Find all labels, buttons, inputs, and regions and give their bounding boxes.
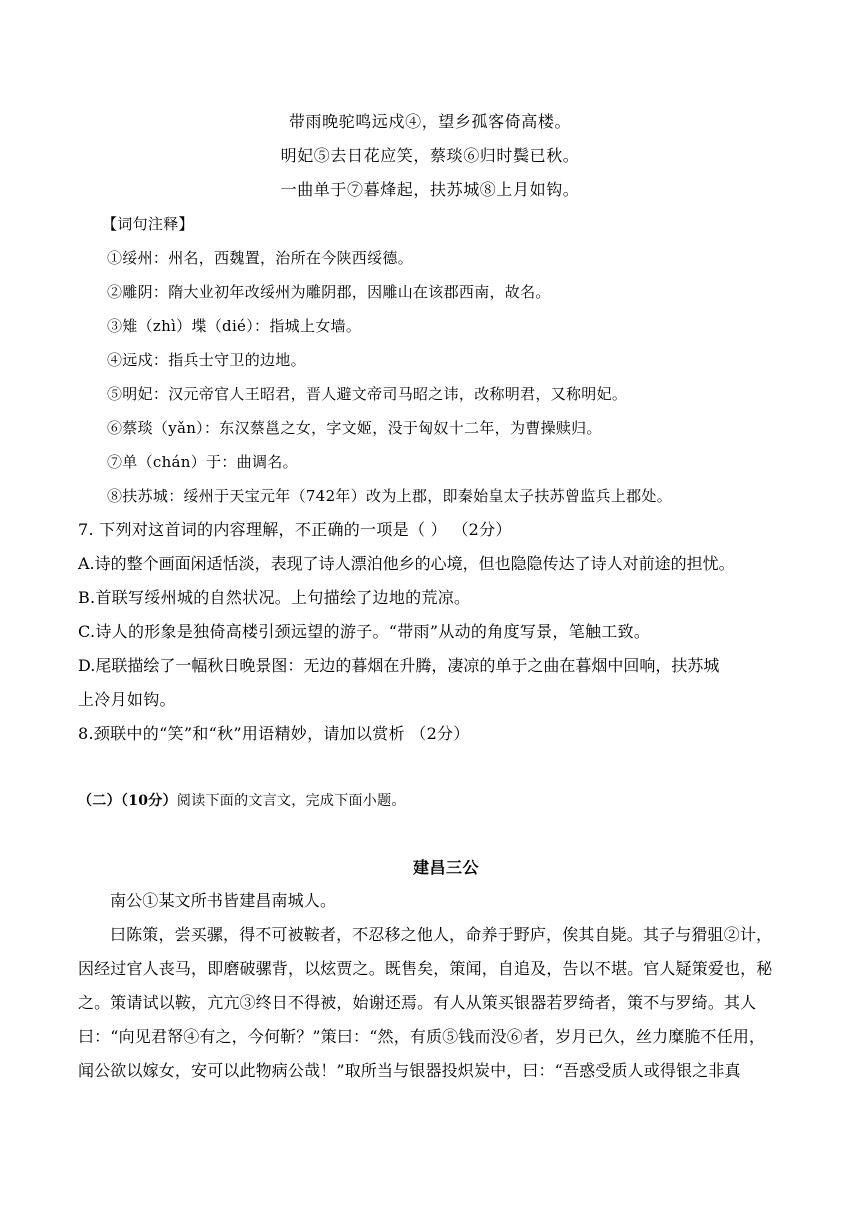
- note-item: ⑥蔡琰（yǎn）：东汉蔡邕之女，字文姬，没于匈奴十二年，为曹操赎归。: [107, 419, 602, 437]
- note-item: ③雉（zhì）堞（dié）：指城上女墙。: [107, 317, 362, 335]
- question-7-option-a: A.诗的整个画面闲适恬淡，表现了诗人漂泊他乡的心境，但也隐隐传达了诗人对前途的担忧。: [78, 554, 735, 573]
- passage-line: 曰陈策，尝买骡，得不可被鞍者，不忍移之他人，命养于野庐，俟其自毙。其子与猾驵②计，: [110, 925, 773, 944]
- note-item: ⑧扶苏城：绥州于天宝元年（742年）改为上郡，即秦始皇太子扶苏曾监兵上郡处。: [107, 487, 673, 505]
- note-item: ②雕阴：隋大业初年改绥州为雕阴郡，因雕山在该郡西南，故名。: [107, 283, 551, 301]
- passage-title: 建昌三公: [413, 858, 480, 877]
- question-7-option-b: B.首联写绥州城的自然状况。上句描绘了边地的荒凉。: [78, 588, 471, 607]
- note-item: ①绥州：州名，西魏置，治所在今陕西绥德。: [107, 249, 414, 267]
- question-7-stem: 7. 下列对这首词的内容理解，不正确的一项是（ ） （2分）: [78, 520, 512, 539]
- passage-line: 因经过官人丧马，即磨破骡背，以炫贾之。既售矣，策闻，自追及，告以不堪。官人疑策爱也，秘: [78, 959, 773, 978]
- section-2-heading: [78, 791, 406, 811]
- question-7-option-d-continued: 上冷月如钩。: [78, 690, 176, 709]
- section-2-label: （二）（10分）: [78, 793, 177, 809]
- question-8-stem: 8.颈联中的“笑”和“秋”用语精妙，请加以赏析 （2分）: [78, 724, 470, 743]
- passage-line: 闻公欲以嫁女，安可以此物病公哉！”取所当与银器投炽炭中，曰：“吾惑受质人或得银之非真: [78, 1061, 741, 1080]
- note-item: ⑤明妃：汉元帝官人王昭君，晋人避文帝司马昭之讳，改称明君，又称明妃。: [107, 385, 628, 403]
- note-item: ④远戍：指兵士守卫的边地。: [107, 351, 306, 369]
- note-item: ⑦单（chán）于：曲调名。: [107, 453, 298, 471]
- section-2-instruction: 阅读下面的文言文，完成下面小题。: [176, 793, 406, 809]
- question-7-option-c: C.诗人的形象是独倚高楼引颈远望的游子。“带雨”从动的角度写景，笔触工致。: [78, 622, 651, 641]
- passage-line: 之。策请试以鞍，亢亢③终日不得被，始谢还焉。有人从策买银器若罗绮者，策不与罗绮。其人: [78, 993, 757, 1012]
- passage-line: 南公①某文所书皆建昌南城人。: [110, 891, 337, 910]
- poem-line-1: 带雨晚驼鸣远戍④，望乡孤客倚高楼。: [288, 112, 572, 131]
- poem-line-3: 一曲单于⑦暮烽起，扶苏城⑧上月如钩。: [280, 180, 580, 199]
- question-7-option-d: D.尾联描绘了一幅秋日晚景图：无边的暮烟在升腾，凄凉的单于之曲在暮烟中回响，扶苏城: [78, 656, 720, 675]
- passage-line: 曰：“向见君帑④有之，今何靳？”策曰：“然，有质⑤钱而没⑥者，岁月已久，丝力糜脆不任用，: [78, 1027, 766, 1046]
- poem-line-2: 明妃⑤去日花应笑，蔡琰⑥归时鬓已秋。: [280, 146, 580, 165]
- notes-heading: 【词句注释】: [102, 215, 194, 233]
